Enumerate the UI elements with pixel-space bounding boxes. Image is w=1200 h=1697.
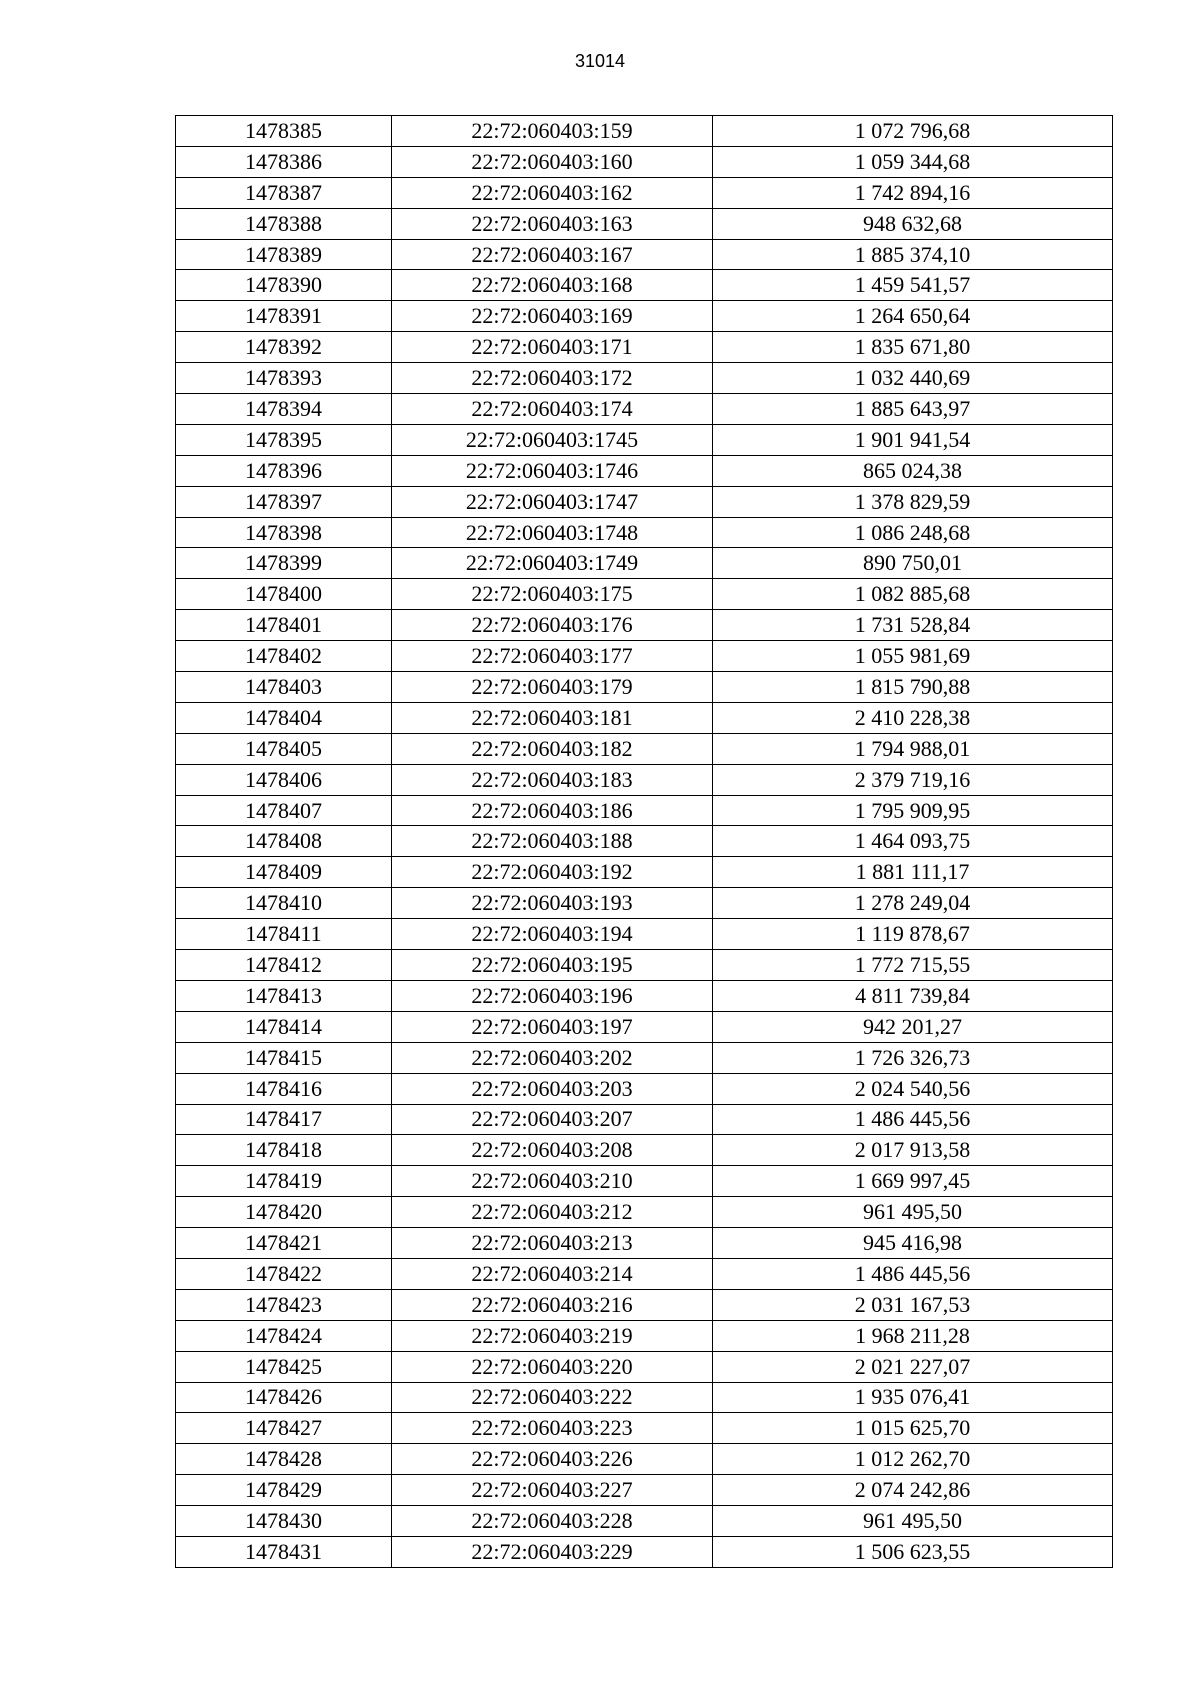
cadastral-number-cell: 22:72:060403:1748 xyxy=(392,517,713,548)
table-row xyxy=(176,641,1113,672)
cadastral-number-cell: 22:72:060403:176 xyxy=(392,610,713,641)
row-number-cell: 1478406 xyxy=(176,764,392,795)
cadastral-number-cell: 22:72:060403:183 xyxy=(392,764,713,795)
table-row xyxy=(176,363,1113,394)
cadastral-number-cell: 22:72:060403:163 xyxy=(392,208,713,239)
cadastral-number-cell: 22:72:060403:160 xyxy=(392,146,713,177)
cadastral-number-cell: 22:72:060403:223 xyxy=(392,1413,713,1444)
cadastral-number-cell: 22:72:060403:202 xyxy=(392,1042,713,1073)
cadastral-number-cell: 22:72:060403:179 xyxy=(392,672,713,703)
value-cell: 1 772 715,55 xyxy=(713,950,1113,981)
cadastral-number-cell: 22:72:060403:196 xyxy=(392,980,713,1011)
cadastral-number-cell: 22:72:060403:216 xyxy=(392,1289,713,1320)
table-row xyxy=(176,301,1113,332)
row-number-cell: 1478413 xyxy=(176,980,392,1011)
row-number-cell: 1478417 xyxy=(176,1104,392,1135)
value-cell: 1 278 249,04 xyxy=(713,888,1113,919)
table-row xyxy=(176,1289,1113,1320)
row-number-cell: 1478386 xyxy=(176,146,392,177)
value-cell: 1 082 885,68 xyxy=(713,579,1113,610)
cadastral-number-cell: 22:72:060403:213 xyxy=(392,1228,713,1259)
value-cell: 1 015 625,70 xyxy=(713,1413,1113,1444)
row-number-cell: 1478398 xyxy=(176,517,392,548)
row-number-cell: 1478396 xyxy=(176,455,392,486)
cadastral-number-cell: 22:72:060403:229 xyxy=(392,1536,713,1567)
table-row xyxy=(176,1073,1113,1104)
value-cell: 1 742 894,16 xyxy=(713,177,1113,208)
row-number-cell: 1478414 xyxy=(176,1011,392,1042)
table-row xyxy=(176,950,1113,981)
row-number-cell: 1478426 xyxy=(176,1382,392,1413)
cadastral-number-cell: 22:72:060403:177 xyxy=(392,641,713,672)
value-cell: 1 459 541,57 xyxy=(713,270,1113,301)
table-row xyxy=(176,1135,1113,1166)
cadastral-number-cell: 22:72:060403:192 xyxy=(392,857,713,888)
cadastral-number-cell: 22:72:060403:181 xyxy=(392,702,713,733)
value-cell: 1 032 440,69 xyxy=(713,363,1113,394)
row-number-cell: 1478423 xyxy=(176,1289,392,1320)
row-number-cell: 1478389 xyxy=(176,239,392,270)
cadastral-number-cell: 22:72:060403:226 xyxy=(392,1444,713,1475)
row-number-cell: 1478430 xyxy=(176,1506,392,1537)
row-number-cell: 1478427 xyxy=(176,1413,392,1444)
table-row xyxy=(176,1413,1113,1444)
table-row xyxy=(176,1475,1113,1506)
cadastral-number-cell: 22:72:060403:212 xyxy=(392,1197,713,1228)
table-row xyxy=(176,888,1113,919)
table-row xyxy=(176,857,1113,888)
value-cell: 1 885 643,97 xyxy=(713,394,1113,425)
value-cell: 948 632,68 xyxy=(713,208,1113,239)
value-cell: 1 881 111,17 xyxy=(713,857,1113,888)
row-number-cell: 1478387 xyxy=(176,177,392,208)
table-row xyxy=(176,1258,1113,1289)
value-cell: 1 486 445,56 xyxy=(713,1258,1113,1289)
cadastral-number-cell: 22:72:060403:227 xyxy=(392,1475,713,1506)
table-row xyxy=(176,733,1113,764)
cadastral-number-cell: 22:72:060403:162 xyxy=(392,177,713,208)
row-number-cell: 1478402 xyxy=(176,641,392,672)
value-cell: 1 055 981,69 xyxy=(713,641,1113,672)
table-row xyxy=(176,394,1113,425)
value-cell: 2 017 913,58 xyxy=(713,1135,1113,1166)
row-number-cell: 1478412 xyxy=(176,950,392,981)
row-number-cell: 1478431 xyxy=(176,1536,392,1567)
row-number-cell: 1478407 xyxy=(176,795,392,826)
table-row xyxy=(176,579,1113,610)
row-number-cell: 1478390 xyxy=(176,270,392,301)
table-row xyxy=(176,1042,1113,1073)
value-cell: 1 378 829,59 xyxy=(713,486,1113,517)
table-row xyxy=(176,239,1113,270)
row-number-cell: 1478424 xyxy=(176,1320,392,1351)
row-number-cell: 1478400 xyxy=(176,579,392,610)
table-row xyxy=(176,517,1113,548)
cadastral-number-cell: 22:72:060403:1746 xyxy=(392,455,713,486)
cadastral-number-cell: 22:72:060403:210 xyxy=(392,1166,713,1197)
cadastral-number-cell: 22:72:060403:175 xyxy=(392,579,713,610)
row-number-cell: 1478392 xyxy=(176,332,392,363)
cadastral-number-cell: 22:72:060403:1747 xyxy=(392,486,713,517)
cadastral-number-cell: 22:72:060403:220 xyxy=(392,1351,713,1382)
cadastral-number-cell: 22:72:060403:182 xyxy=(392,733,713,764)
value-cell: 865 024,38 xyxy=(713,455,1113,486)
cadastral-number-cell: 22:72:060403:195 xyxy=(392,950,713,981)
value-cell: 2 031 167,53 xyxy=(713,1289,1113,1320)
value-cell: 4 811 739,84 xyxy=(713,980,1113,1011)
cadastral-number-cell: 22:72:060403:1749 xyxy=(392,548,713,579)
row-number-cell: 1478391 xyxy=(176,301,392,332)
row-number-cell: 1478388 xyxy=(176,208,392,239)
row-number-cell: 1478429 xyxy=(176,1475,392,1506)
value-cell: 1 935 076,41 xyxy=(713,1382,1113,1413)
table-row xyxy=(176,1166,1113,1197)
value-cell: 1 669 997,45 xyxy=(713,1166,1113,1197)
row-number-cell: 1478409 xyxy=(176,857,392,888)
row-number-cell: 1478399 xyxy=(176,548,392,579)
row-number-cell: 1478416 xyxy=(176,1073,392,1104)
row-number-cell: 1478401 xyxy=(176,610,392,641)
value-cell: 1 506 623,55 xyxy=(713,1536,1113,1567)
value-cell: 1 264 650,64 xyxy=(713,301,1113,332)
table-row xyxy=(176,764,1113,795)
cadastral-number-cell: 22:72:060403:207 xyxy=(392,1104,713,1135)
table-row xyxy=(176,1228,1113,1259)
cadastral-number-cell: 22:72:060403:169 xyxy=(392,301,713,332)
cadastral-number-cell: 22:72:060403:193 xyxy=(392,888,713,919)
row-number-cell: 1478422 xyxy=(176,1258,392,1289)
table-row xyxy=(176,702,1113,733)
value-cell: 1 086 248,68 xyxy=(713,517,1113,548)
value-cell: 1 486 445,56 xyxy=(713,1104,1113,1135)
value-cell: 1 795 909,95 xyxy=(713,795,1113,826)
row-number-cell: 1478404 xyxy=(176,702,392,733)
table-row xyxy=(176,980,1113,1011)
page-number: 31014 xyxy=(574,51,626,71)
value-cell: 942 201,27 xyxy=(713,1011,1113,1042)
cadastral-number-cell: 22:72:060403:203 xyxy=(392,1073,713,1104)
value-cell: 945 416,98 xyxy=(713,1228,1113,1259)
value-cell: 2 024 540,56 xyxy=(713,1073,1113,1104)
cadastral-number-cell: 22:72:060403:222 xyxy=(392,1382,713,1413)
value-cell: 1 059 344,68 xyxy=(713,146,1113,177)
value-cell: 1 794 988,01 xyxy=(713,733,1113,764)
value-cell: 1 731 528,84 xyxy=(713,610,1113,641)
row-number-cell: 1478397 xyxy=(176,486,392,517)
value-cell: 2 379 719,16 xyxy=(713,764,1113,795)
row-number-cell: 1478403 xyxy=(176,672,392,703)
value-cell: 1 012 262,70 xyxy=(713,1444,1113,1475)
row-number-cell: 1478425 xyxy=(176,1351,392,1382)
table-row xyxy=(176,1382,1113,1413)
value-cell: 1 968 211,28 xyxy=(713,1320,1113,1351)
row-number-cell: 1478419 xyxy=(176,1166,392,1197)
cadastral-number-cell: 22:72:060403:1745 xyxy=(392,424,713,455)
table-row xyxy=(176,208,1113,239)
cadastral-number-cell: 22:72:060403:194 xyxy=(392,919,713,950)
row-number-cell: 1478415 xyxy=(176,1042,392,1073)
cadastral-number-cell: 22:72:060403:167 xyxy=(392,239,713,270)
value-cell: 1 885 374,10 xyxy=(713,239,1113,270)
table-row xyxy=(176,1536,1113,1567)
cadastral-number-cell: 22:72:060403:214 xyxy=(392,1258,713,1289)
table-row xyxy=(176,548,1113,579)
value-cell: 1 726 326,73 xyxy=(713,1042,1113,1073)
cadastral-number-cell: 22:72:060403:172 xyxy=(392,363,713,394)
row-number-cell: 1478395 xyxy=(176,424,392,455)
value-cell: 890 750,01 xyxy=(713,548,1113,579)
row-number-cell: 1478408 xyxy=(176,826,392,857)
row-number-cell: 1478428 xyxy=(176,1444,392,1475)
table-row xyxy=(176,672,1113,703)
cadastral-number-cell: 22:72:060403:228 xyxy=(392,1506,713,1537)
table-row xyxy=(176,270,1113,301)
value-cell: 1 072 796,68 xyxy=(713,116,1113,147)
table-row xyxy=(176,1104,1113,1135)
row-number-cell: 1478410 xyxy=(176,888,392,919)
row-number-cell: 1478405 xyxy=(176,733,392,764)
value-cell: 1 901 941,54 xyxy=(713,424,1113,455)
row-number-cell: 1478420 xyxy=(176,1197,392,1228)
table-row xyxy=(176,610,1113,641)
table-row xyxy=(176,146,1113,177)
cadastral-number-cell: 22:72:060403:197 xyxy=(392,1011,713,1042)
cadastral-number-cell: 22:72:060403:208 xyxy=(392,1135,713,1166)
table-row xyxy=(176,424,1113,455)
table-row xyxy=(176,486,1113,517)
value-cell: 2 021 227,07 xyxy=(713,1351,1113,1382)
row-number-cell: 1478421 xyxy=(176,1228,392,1259)
value-cell: 1 119 878,67 xyxy=(713,919,1113,950)
cadastral-number-cell: 22:72:060403:219 xyxy=(392,1320,713,1351)
table-row xyxy=(176,1506,1113,1537)
row-number-cell: 1478393 xyxy=(176,363,392,394)
row-number-cell: 1478394 xyxy=(176,394,392,425)
table-row xyxy=(176,1197,1113,1228)
value-cell: 1 464 093,75 xyxy=(713,826,1113,857)
value-cell: 1 835 671,80 xyxy=(713,332,1113,363)
value-cell: 961 495,50 xyxy=(713,1506,1113,1537)
row-number-cell: 1478385 xyxy=(176,116,392,147)
table-row xyxy=(176,1351,1113,1382)
cadastral-number-cell: 22:72:060403:159 xyxy=(392,116,713,147)
table-row xyxy=(176,826,1113,857)
table-row xyxy=(176,116,1113,147)
data-table xyxy=(175,115,1113,1568)
value-cell: 1 815 790,88 xyxy=(713,672,1113,703)
cadastral-number-cell: 22:72:060403:171 xyxy=(392,332,713,363)
table-row xyxy=(176,1444,1113,1475)
cadastral-number-cell: 22:72:060403:188 xyxy=(392,826,713,857)
cadastral-number-cell: 22:72:060403:174 xyxy=(392,394,713,425)
table-row xyxy=(176,177,1113,208)
value-cell: 2 074 242,86 xyxy=(713,1475,1113,1506)
row-number-cell: 1478411 xyxy=(176,919,392,950)
table-row xyxy=(176,919,1113,950)
value-cell: 2 410 228,38 xyxy=(713,702,1113,733)
value-cell: 961 495,50 xyxy=(713,1197,1113,1228)
row-number-cell: 1478418 xyxy=(176,1135,392,1166)
table-row xyxy=(176,332,1113,363)
cadastral-number-cell: 22:72:060403:168 xyxy=(392,270,713,301)
table-row xyxy=(176,795,1113,826)
table-row xyxy=(176,1011,1113,1042)
table-body xyxy=(176,116,1113,1568)
table-row xyxy=(176,1320,1113,1351)
cadastral-number-cell: 22:72:060403:186 xyxy=(392,795,713,826)
table-row xyxy=(176,455,1113,486)
